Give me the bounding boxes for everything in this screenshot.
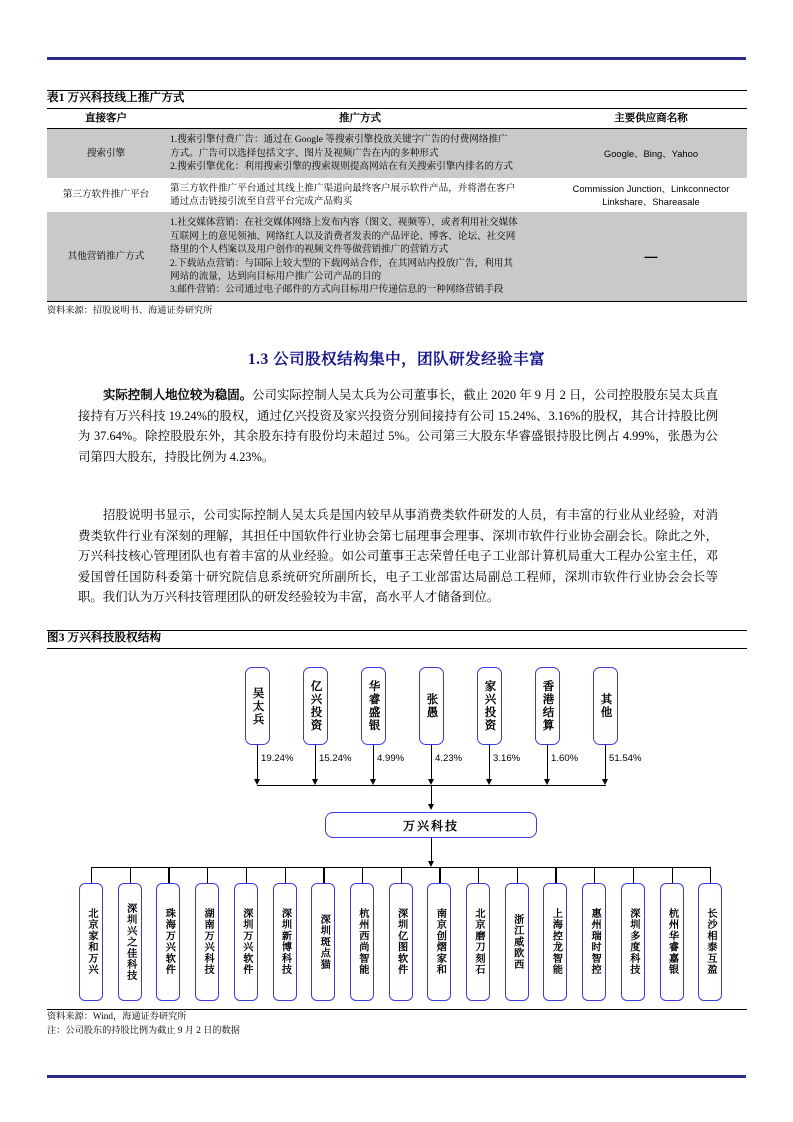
- connector-line: [517, 867, 518, 883]
- center-company-box: 万兴科技: [325, 812, 537, 838]
- subsidiary-name: 杭州华睿嘉银: [666, 908, 678, 976]
- table-row: [47, 212, 747, 301]
- method-line: 方式。广告可以选择包括文字、图片及视频广告在内的多种形式: [170, 147, 439, 159]
- method-line: 1.搜索引擎付费广告：通过在 Google 等搜索引擎投放关键字广告的付费网络推广: [170, 134, 508, 146]
- col-header-customer: 直接客户: [47, 109, 165, 129]
- subsidiary-name: 杭州西尚智能: [356, 908, 368, 976]
- method-line: 2.搜索引擎优化：利用搜索引擎的搜索规则提高网站在有关搜索引擎内排名的方式: [170, 161, 513, 173]
- ownership-percent: 4.23%: [435, 753, 463, 764]
- figure-source-note: 资料来源：Wind，海通证券研究所: [47, 1011, 187, 1021]
- cell-method: [165, 212, 555, 301]
- footer-rule: [47, 1075, 746, 1078]
- method-line: 2.下载站点营销：与国际上较大型的下载网站合作，在其网站内投放广告，利用其: [170, 257, 513, 269]
- method-line: 通过点击链接引流至自营平台完成产品购买: [170, 196, 353, 208]
- subsidiary-name: 上海控龙智能: [550, 908, 562, 976]
- figure-3: [47, 630, 747, 1037]
- shareholder-name: 华睿盛银: [367, 680, 380, 732]
- subsidiary-box: [234, 883, 258, 1001]
- figure-title: [47, 631, 747, 648]
- table-header-row: [47, 109, 747, 129]
- connector-line: [207, 867, 208, 883]
- supplier-line: Linkshare、Shareasale: [602, 196, 700, 208]
- subsidiary-box: [698, 883, 722, 1001]
- connector-line: [168, 867, 169, 883]
- subsidiary-name: 浙江威欧西: [511, 914, 523, 970]
- subsidiary-name: 深圳兴之佳科技: [124, 902, 136, 982]
- connector-line: [130, 867, 131, 883]
- subsidiary-box: [79, 883, 103, 1001]
- paragraph-ownership: [78, 385, 718, 467]
- connector-line: [594, 867, 595, 883]
- figure-label: 图3: [47, 632, 65, 644]
- method-line: 络里的个人档案以及用户创作的视频文件等做营销推广的营销方式: [170, 244, 449, 256]
- subsidiary-name: 深圳亿图软件: [395, 908, 407, 976]
- connector-line: [401, 867, 402, 883]
- shareholder-name: 张愚: [425, 693, 438, 719]
- method-line: 网站的流量，达到向目标用户推广公司产品的目的: [170, 271, 382, 283]
- section-heading: 1.3 公司股权结构集中，团队研发经验丰富: [247, 351, 546, 368]
- cell-supplier: Google、Bing、Yahoo: [555, 129, 747, 178]
- table-row: [47, 178, 747, 213]
- subsidiary-box: [621, 883, 645, 1001]
- connector-line: [489, 745, 490, 783]
- subsidiary-name: 惠州瑞时智控: [589, 908, 601, 976]
- cell-customer: 第三方软件推广平台: [62, 189, 150, 201]
- connector-line: [672, 867, 673, 883]
- connector-line: [633, 867, 634, 883]
- cell-method: [165, 178, 555, 213]
- method-line: 第三方软件推广平台通过其线上推广渠道向最终客户展示软件产品，并将潜在客户: [170, 182, 516, 194]
- connector-line: [257, 745, 258, 783]
- method-line: 3.邮件营销：公司通过电子邮件的方式向目标用户传递信息的一种网络营销手段: [170, 284, 504, 296]
- col-header-supplier: 主要供应商名称: [555, 109, 747, 129]
- subsidiary-box: [660, 883, 684, 1001]
- subsidiary-box: [427, 883, 451, 1001]
- shareholder-name: 其他: [599, 693, 612, 719]
- shareholder-name: 家兴投资: [483, 680, 496, 732]
- shareholder-box: [419, 667, 444, 745]
- subsidiary-box: [543, 883, 567, 1001]
- connector-line: [710, 867, 711, 883]
- ownership-percent: 4.99%: [377, 753, 405, 764]
- ownership-percent: 3.16%: [493, 753, 521, 764]
- subsidiary-name: 长沙相泰互盈: [705, 908, 716, 976]
- subsidiary-box: [311, 883, 335, 1001]
- connector-line: [362, 867, 363, 883]
- figure-title-text: 万兴科技股权结构: [67, 632, 162, 644]
- table-head: [47, 109, 747, 129]
- shareholder-name: 吴太兵: [251, 686, 264, 726]
- method-line: 1.社交媒体营销：在社交媒体网络上发布内容（图文、视频等），或者利用社交媒体: [170, 217, 518, 229]
- subsidiary-box: [389, 883, 413, 1001]
- table-body: [47, 129, 747, 301]
- cell-supplier: [555, 178, 747, 213]
- promotion-methods-table: [47, 108, 747, 302]
- connector-line: [91, 867, 92, 883]
- connector-line: [431, 745, 432, 783]
- supplier-line: Commission Junction、Linkconnector: [572, 182, 730, 194]
- subsidiary-box: [195, 883, 219, 1001]
- paragraph-lead: 实际控制人地位较为稳固。: [103, 388, 253, 402]
- header-rule: [47, 57, 746, 60]
- subsidiary-box: [582, 883, 606, 1001]
- connector-line: [323, 867, 324, 883]
- ownership-percent: 51.54%: [609, 753, 642, 764]
- subsidiary-name: 湖南万兴科技: [202, 908, 214, 976]
- shareholder-box: [245, 667, 270, 745]
- shareholder-box: [303, 667, 328, 745]
- subsidiary-box: [273, 883, 297, 1001]
- subsidiary-box: [118, 883, 142, 1001]
- subsidiary-box: [466, 883, 490, 1001]
- cell-customer: 其他营销推广方式: [47, 212, 165, 301]
- subsidiary-name: 北京磨刀刻石: [473, 908, 484, 976]
- exhibit-title: [47, 91, 747, 108]
- table-row: [47, 129, 747, 178]
- cell-method: [165, 129, 555, 178]
- shareholder-box: [593, 667, 618, 745]
- connector-line: [373, 745, 374, 783]
- connector-line: [285, 867, 286, 883]
- ownership-percent: 19.24%: [261, 753, 294, 764]
- subsidiary-name: 深圳新博科技: [279, 908, 291, 976]
- col-header-method: 推广方式: [165, 109, 555, 129]
- subsidiary-box: [156, 883, 180, 1001]
- shareholder-box: [361, 667, 386, 745]
- shareholder-name: 亿兴投资: [309, 680, 322, 732]
- cell-supplier: —: [555, 212, 747, 301]
- connector-arrow: [428, 804, 434, 810]
- subsidiary-box: [350, 883, 374, 1001]
- subsidiary-name: 深圳多度科技: [627, 908, 639, 976]
- connector-line: [547, 745, 548, 783]
- exhibit-title-text: 万兴科技线上推广方式: [67, 92, 185, 104]
- subsidiary-name: 深圳万兴软件: [240, 908, 252, 976]
- paragraph-management: 招股说明书显示，公司实际控制人吴太兵是国内较早从事消费类软件研发的人员，有丰富的行业从业经验，对消费类软件行业有深刻的理解，其担任中国软件行业协会第七届理事会理事、深圳市软件行业协会副会长。除此之外，万兴科技核心管理团队也有着丰富的从业经验。如公司董事王志荣曾任电子工业部计算机局重大工程办公室主任，邓爱国曾任国防科委第十研究院信息系统研究所副所长，电子工业部雷达局副总工程师，深圳市软件行业协会会长等职。我们认为万兴科技管理团队的研发经验较为丰富，高水平人才储备到位。: [78, 508, 718, 604]
- connector-line: [605, 745, 606, 783]
- ownership-diagram: [47, 649, 747, 1009]
- exhibit-table-1: [47, 90, 747, 317]
- subsidiary-name: 南京创熠家和: [434, 908, 446, 976]
- shareholder-box: [477, 667, 502, 745]
- connector-line: [478, 867, 479, 883]
- ownership-percent: 1.60%: [551, 753, 579, 764]
- subsidiary-name: 北京家和万兴: [86, 908, 97, 976]
- exhibit-label: 表1: [47, 92, 65, 104]
- paragraph-body: 公司实际控制人吴太兵为公司董事长，截止 2020 年 9 月 2 日，公司控股股东吴太兵直接持有万兴科技 19.24%的股权，通过亿兴投资及家兴投资分别间接持有公司 15.24%、3.16%的股权，其合计持股比例为 37.64%。除控股股东外，其余股东持有股份均未超过 5%。公司第三大股东华睿盛银持股比例占 4.99%，张愚为公司第四大股东，持股比例为 4.23%。: [78, 388, 719, 464]
- shareholder-box: [535, 667, 560, 745]
- cell-customer: 搜索引擎: [47, 129, 165, 178]
- figure-note: 注：公司股东的持股比例为截止 9 月 2 日的数据: [47, 1024, 240, 1035]
- shareholder-name: 香港结算: [541, 680, 554, 732]
- subsidiary-box: [505, 883, 529, 1001]
- method-line: 互联网上的意见领袖、网络红人以及消费者发表的产品评论、博客、论坛、社交网: [170, 230, 516, 242]
- connector-line: [439, 867, 440, 883]
- connector-line: [555, 867, 556, 883]
- table-source-note: 资料来源：招股说明书、海通证券研究所: [47, 304, 213, 315]
- subsidiary-name: 深圳斑点猫: [318, 914, 330, 970]
- ownership-percent: 15.24%: [319, 753, 352, 764]
- connector-line: [315, 745, 316, 783]
- subsidiary-name: 珠海万兴软件: [163, 908, 175, 976]
- connector-line: [246, 867, 247, 883]
